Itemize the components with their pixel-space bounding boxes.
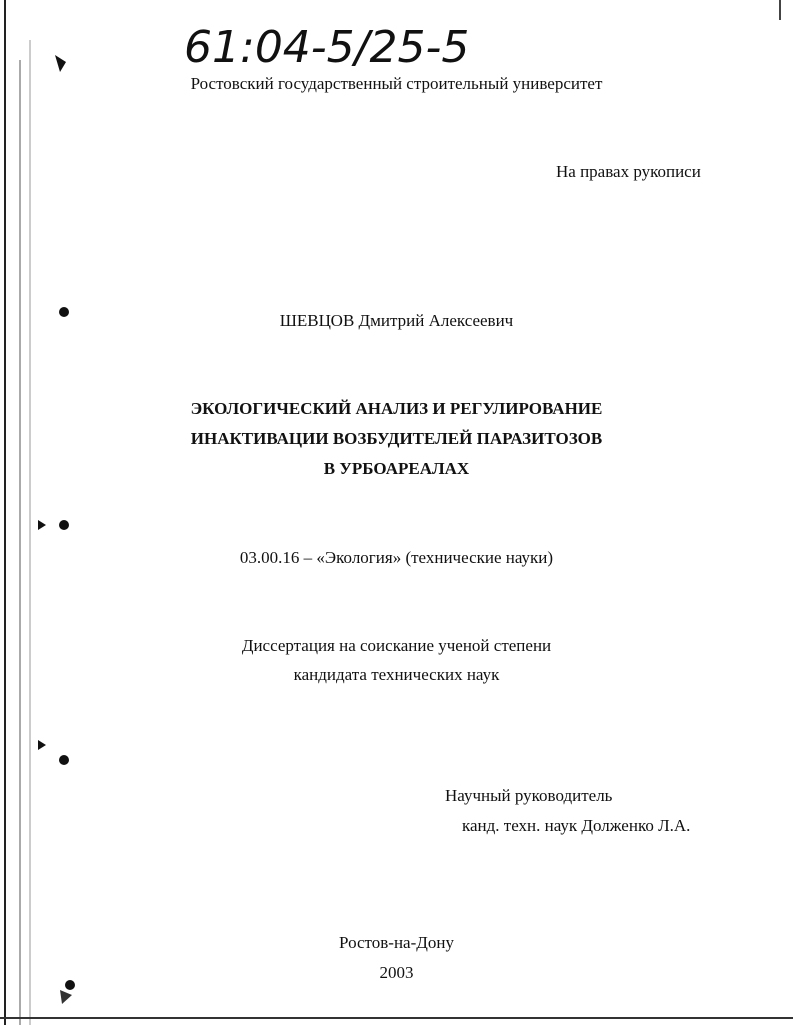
dissertation-line-2: кандидата технических наук — [293, 665, 500, 684]
author-name: ШЕВЦОВ Дмитрий Алексеевич — [279, 311, 514, 330]
specialty: 03.00.16 – «Экология» (технические науки) — [239, 548, 554, 567]
manuscript-note: На правах рукописи — [556, 162, 701, 181]
university-name: Ростовский государственный строительный университет — [190, 74, 603, 93]
supervisor-name: канд. техн. наук Долженко Л.А. — [462, 816, 691, 835]
city: Ростов-на-Дону — [339, 933, 454, 952]
supervisor-label: Научный руководитель — [445, 786, 613, 805]
archive-mark-text: 61:04-5/25-5 — [184, 22, 470, 73]
title-line-2: ИНАКТИВАЦИИ ВОЗБУДИТЕЛЕЙ ПАРАЗИТОЗОВ — [190, 429, 603, 448]
title-line-3: В УРБОАРЕАЛАХ — [323, 459, 470, 478]
year: 2003 — [379, 963, 414, 982]
handwritten-archive-mark — [180, 8, 520, 76]
dissertation-line-1: Диссертация на соискание ученой степени — [241, 636, 552, 655]
title-line-1: ЭКОЛОГИЧЕСКИЙ АНАЛИЗ И РЕГУЛИРОВАНИЕ — [190, 399, 603, 418]
